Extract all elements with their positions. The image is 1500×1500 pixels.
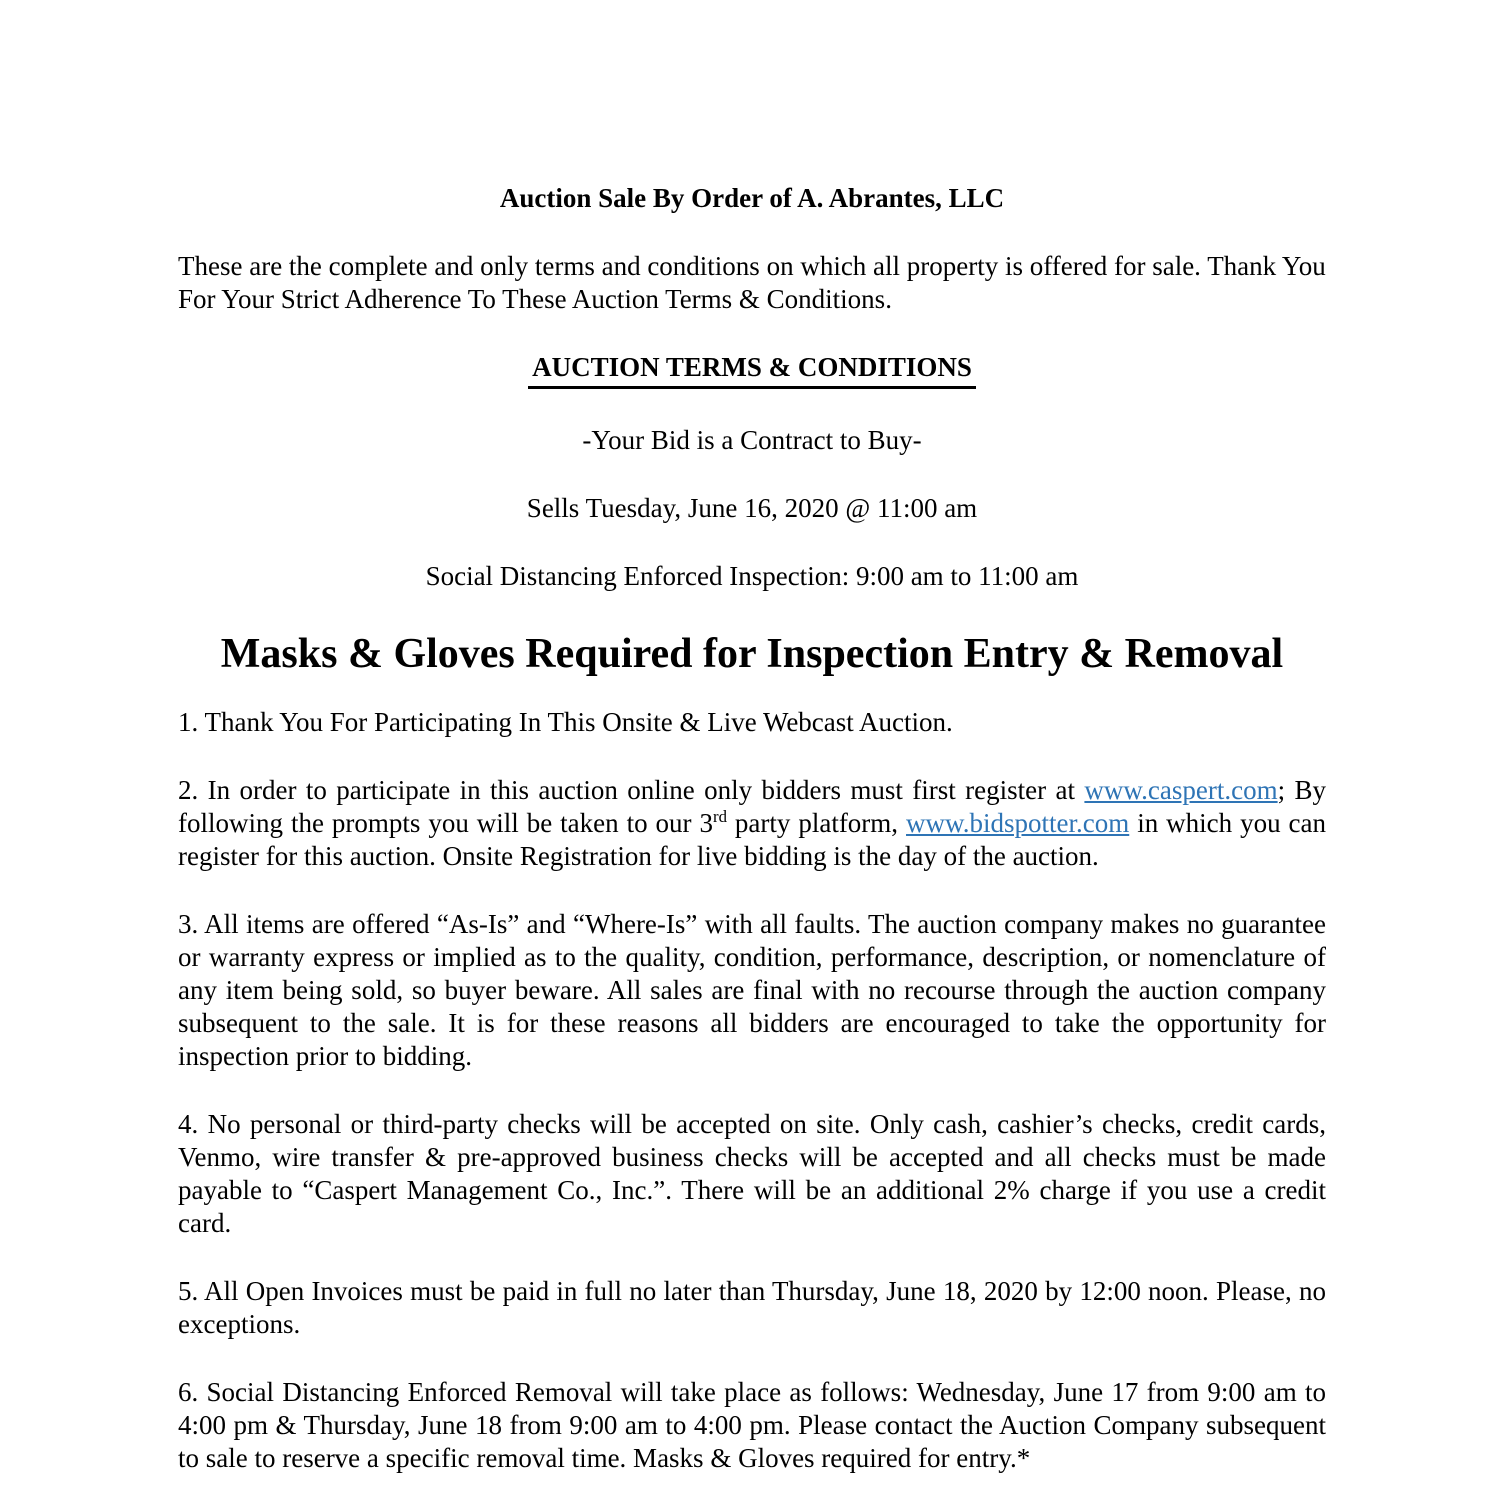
ordinal-superscript: rd [713, 807, 727, 826]
term-2-segment-3: party platform, [726, 808, 907, 838]
term-item-3: 3. All items are offered “As-Is” and “Where-Is” with all faults. The auction company makes no guarantee or warranty express or implied as to the quality, condition, performance, description, or nomenclature of any item being sold, so buyer beware. All sales are final with no recourse through the auction company subsequent to the sale. It is for these reasons all bidders are encouraged to take the opportunity for inspection prior to bidding. [178, 909, 1326, 1071]
term-2-segment-1: 2. In order to participate in this auction online only bidders must first register at [178, 775, 1085, 805]
caspert-link[interactable]: www.caspert.com [1084, 775, 1278, 805]
intro-paragraph: These are the complete and only terms and conditions on which all property is offered for sale. Thank You For Your Strict Adherence To These Auction Terms & Conditions. [178, 251, 1326, 314]
inspection-line: Social Distancing Enforced Inspection: 9:00 am to 11:00 am [425, 561, 1079, 591]
masks-gloves-banner: Masks & Gloves Required for Inspection Entry & Removal [220, 631, 1284, 677]
term-2-segment-4: in which you can register for this auction. Onsite Registration for live bidding is the day of the auction. [178, 808, 1327, 871]
terms-heading-text: AUCTION TERMS & CONDITIONS [528, 351, 976, 389]
bid-contract-line: -Your Bid is a Contract to Buy- [582, 425, 922, 455]
bidspotter-link[interactable]: www.bidspotter.com [906, 808, 1130, 838]
sale-datetime-line: Sells Tuesday, June 16, 2020 @ 11:00 am [526, 493, 978, 523]
term-item-1: 1. Thank You For Participating In This Onsite & Live Webcast Auction. [178, 707, 953, 737]
terms-heading [178, 351, 1326, 389]
term-item-6: 6. Social Distancing Enforced Removal will take place as follows: Wednesday, June 17 from 9:00 am to 4:00 pm & Thursday, June 18 from 9:00 am to 4:00 pm. Please contact the Auction Company subsequent to sale to reserve a specific removal time. Masks & Gloves required for entry.* [178, 1377, 1326, 1473]
page-title: Auction Sale By Order of A. Abrantes, LLC [499, 183, 1005, 213]
term-item-2 [178, 774, 1326, 873]
term-item-4: 4. No personal or third-party checks will be accepted on site. Only cash, cashier’s checks, credit cards, Venmo, wire transfer & pre-approved business checks will be accepted and all checks must be made payable to “Caspert Management Co., Inc.”. There will be an additional 2% charge if you use a credit card. [178, 1109, 1326, 1238]
term-2-segment-2: ; By following the prompts you will be taken to our 3 [178, 775, 1326, 838]
term-item-5: 5. All Open Invoices must be paid in full no later than Thursday, June 18, 2020 by 12:00 noon. Please, no exceptions. [178, 1276, 1326, 1339]
